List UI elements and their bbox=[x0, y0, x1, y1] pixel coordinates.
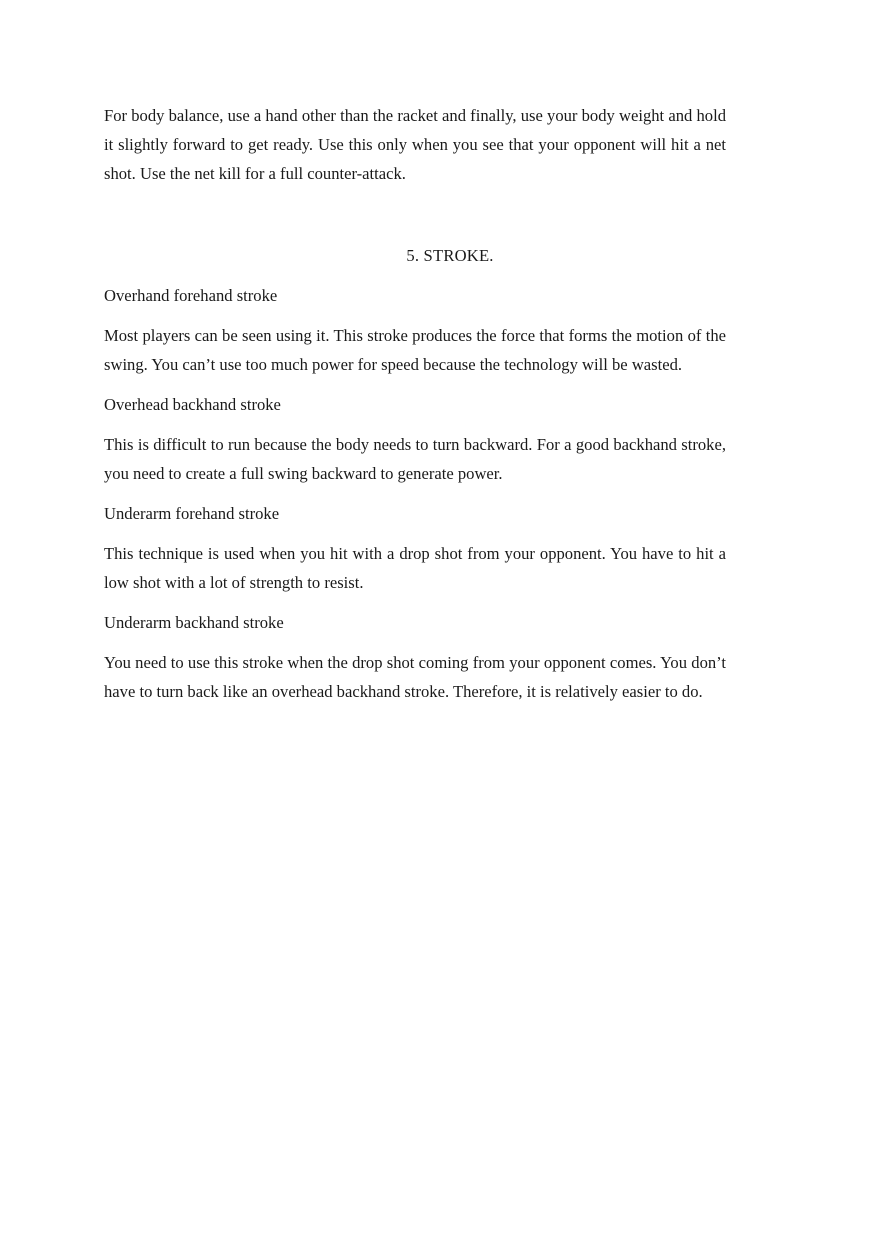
stroke-title-underarm-backhand: Underarm backhand stroke bbox=[104, 613, 284, 632]
stroke-title-underarm-forehand: Underarm forehand stroke bbox=[104, 504, 280, 523]
intro-paragraph: For body balance, use a hand other than the racket and finally, use your body weight and hold it slightly forward to get ready. Use this only when you see that your opponent will hit a net shot. Use the net kill for a full counter-attack. bbox=[104, 106, 726, 183]
stroke-body-underarm-forehand: This technique is used when you hit with a drop shot from your opponent. You have to hit a low shot with a lot of strength to resist. bbox=[104, 544, 726, 592]
stroke-body-overhand-forehand: Most players can be seen using it. This stroke produces the force that forms the motion of the swing. You can’t use too much power for speed because the technology will be wasted. bbox=[104, 326, 726, 374]
stroke-body-underarm-backhand: You need to use this stroke when the drop shot coming from your opponent comes. You don’t have to turn back like an overhead backhand stroke. Therefore, it is relatively easier to do. bbox=[104, 653, 726, 701]
section-heading: 5. STROKE. bbox=[406, 246, 494, 265]
page-content bbox=[104, 101, 726, 717]
stroke-title-overhead-backhand: Overhead backhand stroke bbox=[104, 395, 281, 414]
stroke-body-overhead-backhand: This is difficult to run because the body needs to turn backward. For a good backhand stroke, you need to create a full swing backward to generate power. bbox=[104, 435, 726, 483]
stroke-title-overhand-forehand: Overhand forehand stroke bbox=[104, 286, 278, 305]
